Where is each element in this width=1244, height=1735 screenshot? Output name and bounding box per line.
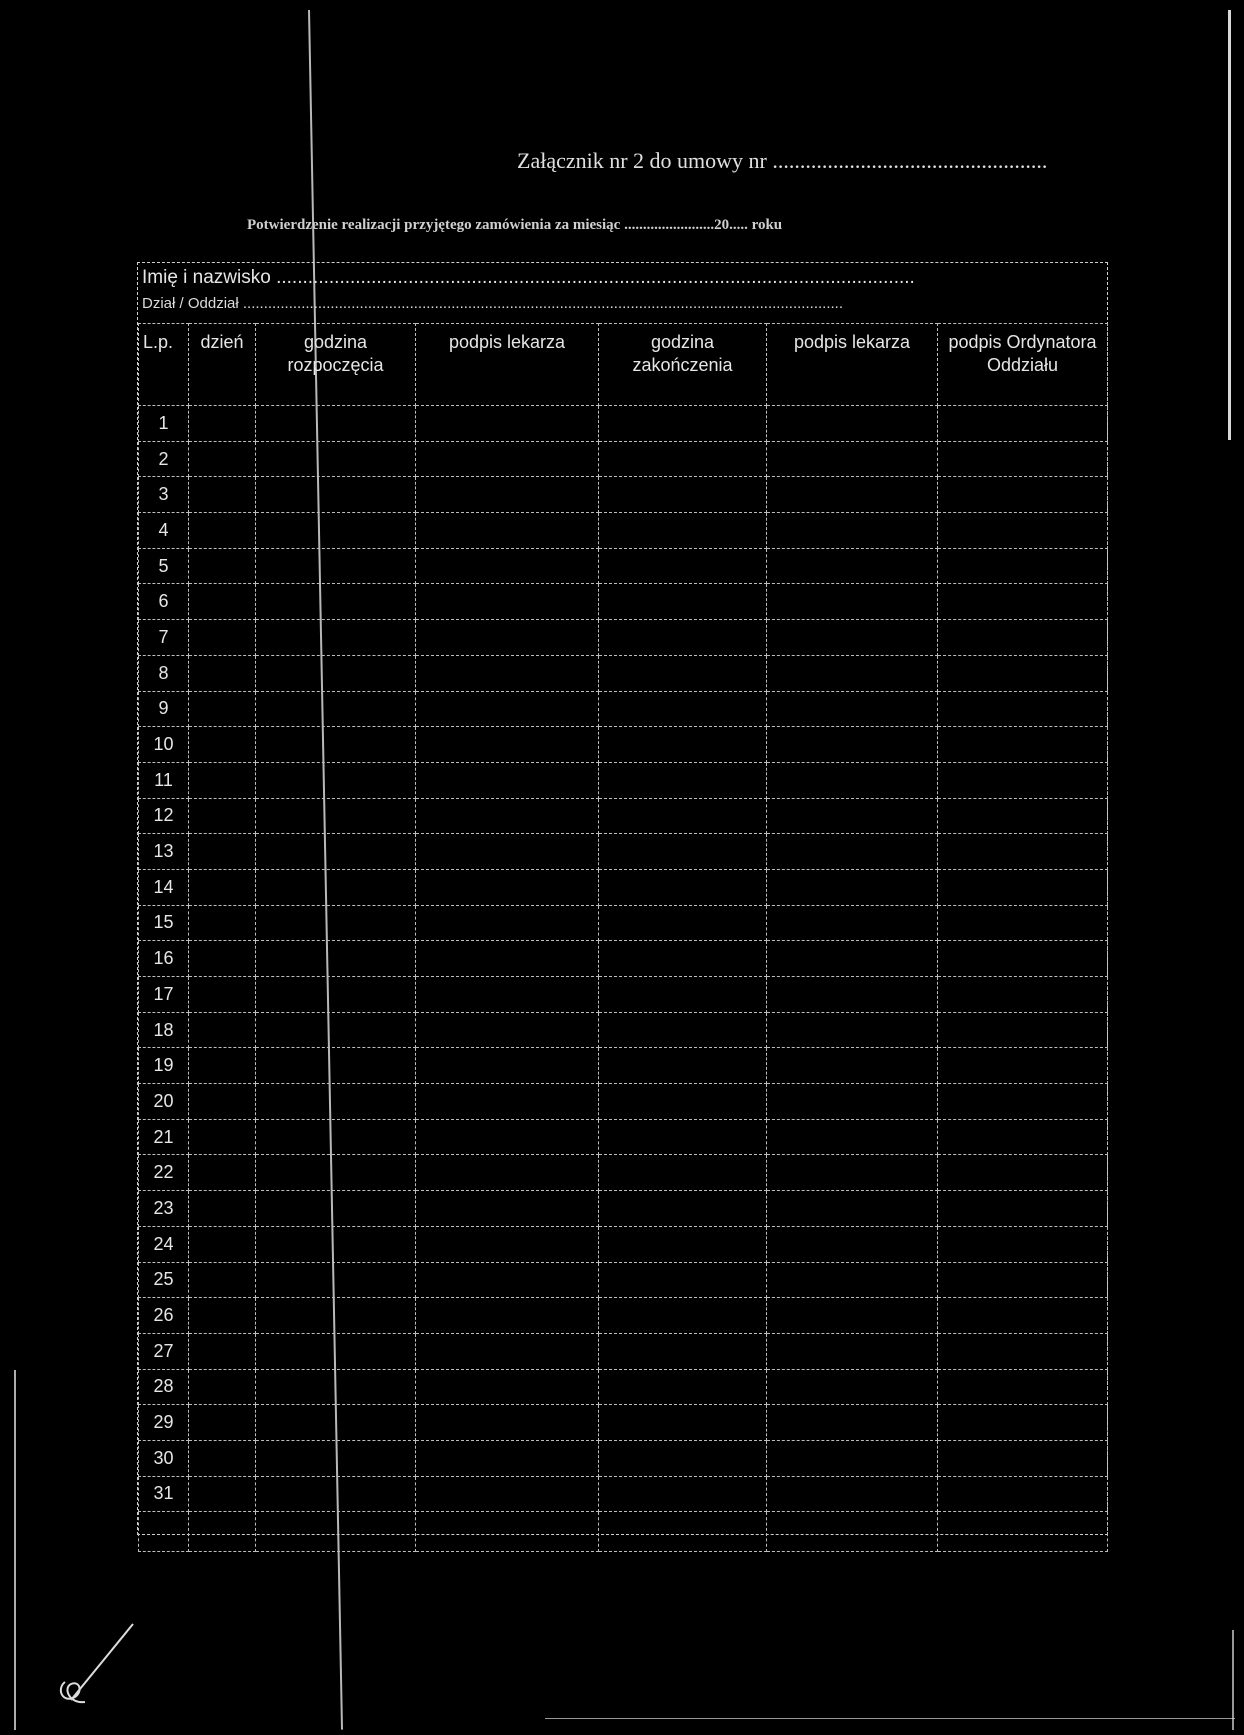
cell-day bbox=[189, 1405, 256, 1441]
table-row bbox=[139, 1226, 1108, 1262]
cell-end-hour bbox=[599, 905, 767, 941]
cell-doctor-sign-1 bbox=[416, 1048, 599, 1084]
cell-doctor-sign-2 bbox=[767, 1012, 938, 1048]
cell-day bbox=[189, 1369, 256, 1405]
cell-doctor-sign-1 bbox=[416, 869, 599, 905]
cell-end-hour bbox=[599, 727, 767, 763]
cell-doctor-sign-2 bbox=[767, 691, 938, 727]
cell-start-hour bbox=[256, 727, 416, 763]
cell-start-hour bbox=[256, 1226, 416, 1262]
cell-ward-sign bbox=[938, 1476, 1108, 1512]
cell-doctor-sign-1 bbox=[416, 548, 599, 584]
cell-start-hour bbox=[256, 1298, 416, 1334]
cell-doctor-sign-2 bbox=[767, 1298, 938, 1334]
cell-lp: 11 bbox=[139, 762, 189, 798]
cell-ward-sign bbox=[938, 441, 1108, 477]
cell-lp: 24 bbox=[139, 1226, 189, 1262]
cell-doctor-sign-2 bbox=[767, 905, 938, 941]
cell-ward-sign bbox=[938, 1262, 1108, 1298]
cell-day bbox=[189, 441, 256, 477]
cell-day bbox=[189, 905, 256, 941]
cell-end-hour bbox=[599, 1226, 767, 1262]
cell-lp: 14 bbox=[139, 869, 189, 905]
table-row bbox=[139, 1191, 1108, 1227]
cell-end-hour bbox=[599, 620, 767, 656]
cell-day bbox=[189, 1512, 256, 1552]
cell-doctor-sign-2 bbox=[767, 1226, 938, 1262]
table-row bbox=[139, 762, 1108, 798]
cell-lp: 17 bbox=[139, 977, 189, 1013]
table-row bbox=[139, 1405, 1108, 1441]
cell-doctor-sign-2 bbox=[767, 548, 938, 584]
cell-day bbox=[189, 798, 256, 834]
cell-lp: 4 bbox=[139, 513, 189, 549]
cell-end-hour bbox=[599, 1440, 767, 1476]
cell-end-hour bbox=[599, 834, 767, 870]
cell-doctor-sign-1 bbox=[416, 941, 599, 977]
table-row bbox=[139, 1298, 1108, 1334]
cell-ward-sign bbox=[938, 834, 1108, 870]
cell-ward-sign bbox=[938, 655, 1108, 691]
cell-ward-sign bbox=[938, 1405, 1108, 1441]
scan-line-vertical-bottom-left bbox=[14, 1370, 16, 1730]
cell-end-hour bbox=[599, 1012, 767, 1048]
cell-start-hour bbox=[256, 1476, 416, 1512]
header-end-hour: godzina zakończenia bbox=[599, 324, 767, 406]
cell-doctor-sign-1 bbox=[416, 762, 599, 798]
cell-start-hour bbox=[256, 977, 416, 1013]
cell-day bbox=[189, 620, 256, 656]
cell-ward-sign bbox=[938, 1512, 1108, 1552]
cell-start-hour bbox=[256, 691, 416, 727]
cell-end-hour bbox=[599, 1298, 767, 1334]
cell-doctor-sign-2 bbox=[767, 1119, 938, 1155]
cell-end-hour bbox=[599, 513, 767, 549]
cell-end-hour bbox=[599, 1084, 767, 1120]
cell-doctor-sign-2 bbox=[767, 869, 938, 905]
cell-start-hour bbox=[256, 905, 416, 941]
cell-day bbox=[189, 869, 256, 905]
cell-day bbox=[189, 1048, 256, 1084]
cell-end-hour bbox=[599, 441, 767, 477]
cell-doctor-sign-1 bbox=[416, 1262, 599, 1298]
cell-lp: 25 bbox=[139, 1262, 189, 1298]
cell-day bbox=[189, 406, 256, 442]
table-row bbox=[139, 798, 1108, 834]
cell-doctor-sign-1 bbox=[416, 834, 599, 870]
cell-doctor-sign-2 bbox=[767, 655, 938, 691]
cell-ward-sign bbox=[938, 1048, 1108, 1084]
cell-ward-sign bbox=[938, 1440, 1108, 1476]
cell-start-hour bbox=[256, 1155, 416, 1191]
cell-lp: 27 bbox=[139, 1333, 189, 1369]
cell-lp: 10 bbox=[139, 727, 189, 763]
cell-lp: 15 bbox=[139, 905, 189, 941]
header-day: dzień bbox=[189, 324, 256, 406]
cell-ward-sign bbox=[938, 1333, 1108, 1369]
cell-start-hour bbox=[256, 548, 416, 584]
cell-doctor-sign-2 bbox=[767, 1405, 938, 1441]
cell-doctor-sign-2 bbox=[767, 513, 938, 549]
cell-doctor-sign-2 bbox=[767, 1191, 938, 1227]
cell-doctor-sign-1 bbox=[416, 1012, 599, 1048]
cell-start-hour bbox=[256, 762, 416, 798]
cell-day bbox=[189, 1226, 256, 1262]
cell-ward-sign bbox=[938, 1084, 1108, 1120]
cell-lp: 7 bbox=[139, 620, 189, 656]
cell-lp: 13 bbox=[139, 834, 189, 870]
cell-ward-sign bbox=[938, 406, 1108, 442]
cell-end-hour bbox=[599, 1369, 767, 1405]
cell-doctor-sign-1 bbox=[416, 441, 599, 477]
cell-end-hour bbox=[599, 869, 767, 905]
cell-end-hour bbox=[599, 1512, 767, 1552]
cell-lp: 26 bbox=[139, 1298, 189, 1334]
cell-start-hour bbox=[256, 834, 416, 870]
table-row bbox=[139, 1012, 1108, 1048]
cell-day bbox=[189, 477, 256, 513]
cell-lp: 18 bbox=[139, 1012, 189, 1048]
cell-end-hour bbox=[599, 798, 767, 834]
cell-doctor-sign-1 bbox=[416, 1512, 599, 1552]
table-row bbox=[139, 441, 1108, 477]
cell-ward-sign bbox=[938, 941, 1108, 977]
cell-start-hour bbox=[256, 1262, 416, 1298]
cell-lp: 29 bbox=[139, 1405, 189, 1441]
attendance-form bbox=[137, 262, 1108, 1535]
cell-start-hour bbox=[256, 1119, 416, 1155]
cell-doctor-sign-2 bbox=[767, 1440, 938, 1476]
cell-doctor-sign-2 bbox=[767, 441, 938, 477]
cell-end-hour bbox=[599, 1155, 767, 1191]
table-row bbox=[139, 1369, 1108, 1405]
cell-start-hour bbox=[256, 941, 416, 977]
table-row bbox=[139, 1048, 1108, 1084]
cell-start-hour bbox=[256, 477, 416, 513]
cell-start-hour bbox=[256, 1048, 416, 1084]
cell-end-hour bbox=[599, 548, 767, 584]
cell-doctor-sign-2 bbox=[767, 727, 938, 763]
cell-ward-sign bbox=[938, 905, 1108, 941]
cell-ward-sign bbox=[938, 869, 1108, 905]
cell-end-hour bbox=[599, 655, 767, 691]
attendance-table bbox=[138, 323, 1108, 1552]
table-row bbox=[139, 1476, 1108, 1512]
cell-ward-sign bbox=[938, 1369, 1108, 1405]
cell-start-hour bbox=[256, 584, 416, 620]
cell-end-hour bbox=[599, 941, 767, 977]
cell-start-hour bbox=[256, 620, 416, 656]
cell-end-hour bbox=[599, 762, 767, 798]
table-row bbox=[139, 1084, 1108, 1120]
cell-doctor-sign-2 bbox=[767, 1155, 938, 1191]
header-ward-sign: podpis Ordynatora Oddziału bbox=[938, 324, 1108, 406]
cell-doctor-sign-2 bbox=[767, 1476, 938, 1512]
cell-day bbox=[189, 834, 256, 870]
cell-day bbox=[189, 691, 256, 727]
cell-lp: 31 bbox=[139, 1476, 189, 1512]
cell-doctor-sign-2 bbox=[767, 1084, 938, 1120]
header-doctor-sign-2: podpis lekarza bbox=[767, 324, 938, 406]
cell-end-hour bbox=[599, 977, 767, 1013]
cell-doctor-sign-1 bbox=[416, 477, 599, 513]
header-lp: L.p. bbox=[139, 324, 189, 406]
cell-lp: 23 bbox=[139, 1191, 189, 1227]
cell-ward-sign bbox=[938, 1155, 1108, 1191]
cell-doctor-sign-1 bbox=[416, 905, 599, 941]
table-header-row bbox=[139, 324, 1108, 406]
cell-day bbox=[189, 513, 256, 549]
cell-doctor-sign-1 bbox=[416, 1369, 599, 1405]
cell-start-hour bbox=[256, 1369, 416, 1405]
cell-day bbox=[189, 1262, 256, 1298]
cell-start-hour bbox=[256, 1012, 416, 1048]
cell-doctor-sign-2 bbox=[767, 1333, 938, 1369]
cell-day bbox=[189, 1155, 256, 1191]
cell-ward-sign bbox=[938, 977, 1108, 1013]
cell-lp: 16 bbox=[139, 941, 189, 977]
cell-end-hour bbox=[599, 1048, 767, 1084]
cell-doctor-sign-1 bbox=[416, 727, 599, 763]
table-row bbox=[139, 655, 1108, 691]
cell-lp: 21 bbox=[139, 1119, 189, 1155]
table-row bbox=[139, 941, 1108, 977]
cell-doctor-sign-2 bbox=[767, 798, 938, 834]
cell-day bbox=[189, 1119, 256, 1155]
cell-ward-sign bbox=[938, 727, 1108, 763]
cell-end-hour bbox=[599, 1191, 767, 1227]
cell-day bbox=[189, 941, 256, 977]
cell-day bbox=[189, 1012, 256, 1048]
scan-line-horizontal-bottom bbox=[545, 1718, 1235, 1719]
cell-start-hour bbox=[256, 1512, 416, 1552]
table-row bbox=[139, 477, 1108, 513]
cell-lp: 3 bbox=[139, 477, 189, 513]
cell-doctor-sign-1 bbox=[416, 1440, 599, 1476]
cell-lp: 22 bbox=[139, 1155, 189, 1191]
handwritten-signature bbox=[55, 1620, 145, 1710]
table-row bbox=[139, 691, 1108, 727]
cell-day bbox=[189, 727, 256, 763]
cell-ward-sign bbox=[938, 762, 1108, 798]
cell-start-hour bbox=[256, 513, 416, 549]
table-row bbox=[139, 834, 1108, 870]
cell-ward-sign bbox=[938, 798, 1108, 834]
cell-end-hour bbox=[599, 691, 767, 727]
cell-ward-sign bbox=[938, 1226, 1108, 1262]
cell-end-hour bbox=[599, 1262, 767, 1298]
cell-lp: 28 bbox=[139, 1369, 189, 1405]
cell-ward-sign bbox=[938, 691, 1108, 727]
cell-lp: 12 bbox=[139, 798, 189, 834]
cell-doctor-sign-2 bbox=[767, 762, 938, 798]
cell-start-hour bbox=[256, 1333, 416, 1369]
cell-doctor-sign-2 bbox=[767, 1262, 938, 1298]
cell-start-hour bbox=[256, 1084, 416, 1120]
cell-end-hour bbox=[599, 1119, 767, 1155]
table-row bbox=[139, 905, 1108, 941]
cell-doctor-sign-2 bbox=[767, 406, 938, 442]
table-row bbox=[139, 1440, 1108, 1476]
table-row bbox=[139, 513, 1108, 549]
table-row bbox=[139, 406, 1108, 442]
cell-doctor-sign-2 bbox=[767, 834, 938, 870]
cell-doctor-sign-1 bbox=[416, 1191, 599, 1227]
cell-doctor-sign-1 bbox=[416, 513, 599, 549]
cell-day bbox=[189, 1298, 256, 1334]
cell-lp bbox=[139, 1512, 189, 1552]
cell-doctor-sign-1 bbox=[416, 620, 599, 656]
cell-ward-sign bbox=[938, 477, 1108, 513]
cell-doctor-sign-1 bbox=[416, 584, 599, 620]
form-subtitle: Potwierdzenie realizacji przyjętego zamówienia za miesiąc ........................20..... roku bbox=[247, 217, 783, 233]
cell-doctor-sign-1 bbox=[416, 798, 599, 834]
cell-doctor-sign-2 bbox=[767, 1048, 938, 1084]
cell-doctor-sign-1 bbox=[416, 1333, 599, 1369]
table-row bbox=[139, 869, 1108, 905]
table-row bbox=[139, 584, 1108, 620]
cell-ward-sign bbox=[938, 584, 1108, 620]
table-row bbox=[139, 1119, 1108, 1155]
cell-day bbox=[189, 1191, 256, 1227]
cell-lp: 30 bbox=[139, 1440, 189, 1476]
department-field: Dział / Oddział ................................................................................................................................................ bbox=[142, 295, 843, 312]
cell-lp: 6 bbox=[139, 584, 189, 620]
cell-start-hour bbox=[256, 869, 416, 905]
cell-doctor-sign-2 bbox=[767, 1369, 938, 1405]
cell-end-hour bbox=[599, 1333, 767, 1369]
cell-doctor-sign-2 bbox=[767, 477, 938, 513]
scan-line-vertical-bottom-right bbox=[1232, 1630, 1234, 1730]
cell-ward-sign bbox=[938, 1119, 1108, 1155]
table-row bbox=[139, 727, 1108, 763]
cell-day bbox=[189, 977, 256, 1013]
cell-doctor-sign-1 bbox=[416, 691, 599, 727]
cell-lp: 5 bbox=[139, 548, 189, 584]
cell-doctor-sign-2 bbox=[767, 977, 938, 1013]
cell-ward-sign bbox=[938, 548, 1108, 584]
scan-line-vertical-right bbox=[1228, 10, 1231, 440]
cell-lp: 20 bbox=[139, 1084, 189, 1120]
cell-day bbox=[189, 655, 256, 691]
table-row bbox=[139, 1155, 1108, 1191]
table-row bbox=[139, 977, 1108, 1013]
cell-doctor-sign-1 bbox=[416, 1155, 599, 1191]
cell-start-hour bbox=[256, 441, 416, 477]
cell-day bbox=[189, 1440, 256, 1476]
cell-start-hour bbox=[256, 1405, 416, 1441]
cell-doctor-sign-1 bbox=[416, 1405, 599, 1441]
cell-start-hour bbox=[256, 655, 416, 691]
cell-end-hour bbox=[599, 1405, 767, 1441]
cell-day bbox=[189, 1476, 256, 1512]
cell-doctor-sign-1 bbox=[416, 406, 599, 442]
header-start-hour: godzina rozpoczęcia bbox=[256, 324, 416, 406]
cell-doctor-sign-2 bbox=[767, 584, 938, 620]
cell-start-hour bbox=[256, 798, 416, 834]
cell-doctor-sign-1 bbox=[416, 655, 599, 691]
cell-day bbox=[189, 762, 256, 798]
cell-ward-sign bbox=[938, 1298, 1108, 1334]
cell-doctor-sign-2 bbox=[767, 1512, 938, 1552]
cell-start-hour bbox=[256, 1440, 416, 1476]
header-doctor-sign-1: podpis lekarza bbox=[416, 324, 599, 406]
cell-end-hour bbox=[599, 477, 767, 513]
cell-doctor-sign-1 bbox=[416, 1119, 599, 1155]
cell-lp: 2 bbox=[139, 441, 189, 477]
table-row bbox=[139, 1333, 1108, 1369]
cell-start-hour bbox=[256, 406, 416, 442]
cell-start-hour bbox=[256, 1191, 416, 1227]
cell-day bbox=[189, 548, 256, 584]
cell-doctor-sign-1 bbox=[416, 1298, 599, 1334]
cell-doctor-sign-1 bbox=[416, 1084, 599, 1120]
cell-lp: 19 bbox=[139, 1048, 189, 1084]
cell-doctor-sign-1 bbox=[416, 1226, 599, 1262]
table-row bbox=[139, 1262, 1108, 1298]
cell-lp: 1 bbox=[139, 406, 189, 442]
table-row bbox=[139, 1512, 1108, 1552]
cell-lp: 9 bbox=[139, 691, 189, 727]
cell-day bbox=[189, 1084, 256, 1120]
cell-ward-sign bbox=[938, 1012, 1108, 1048]
name-field: Imię i nazwisko ......................................................................................................................... bbox=[142, 267, 915, 288]
cell-lp: 8 bbox=[139, 655, 189, 691]
table-row bbox=[139, 620, 1108, 656]
cell-doctor-sign-2 bbox=[767, 941, 938, 977]
cell-doctor-sign-1 bbox=[416, 977, 599, 1013]
cell-ward-sign bbox=[938, 513, 1108, 549]
cell-doctor-sign-2 bbox=[767, 620, 938, 656]
cell-day bbox=[189, 1333, 256, 1369]
cell-end-hour bbox=[599, 406, 767, 442]
cell-doctor-sign-1 bbox=[416, 1476, 599, 1512]
cell-end-hour bbox=[599, 584, 767, 620]
cell-ward-sign bbox=[938, 1191, 1108, 1227]
table-row bbox=[139, 548, 1108, 584]
cell-end-hour bbox=[599, 1476, 767, 1512]
cell-day bbox=[189, 584, 256, 620]
cell-ward-sign bbox=[938, 620, 1108, 656]
annex-title: Załącznik nr 2 do umowy nr .................................................. bbox=[517, 148, 1048, 173]
